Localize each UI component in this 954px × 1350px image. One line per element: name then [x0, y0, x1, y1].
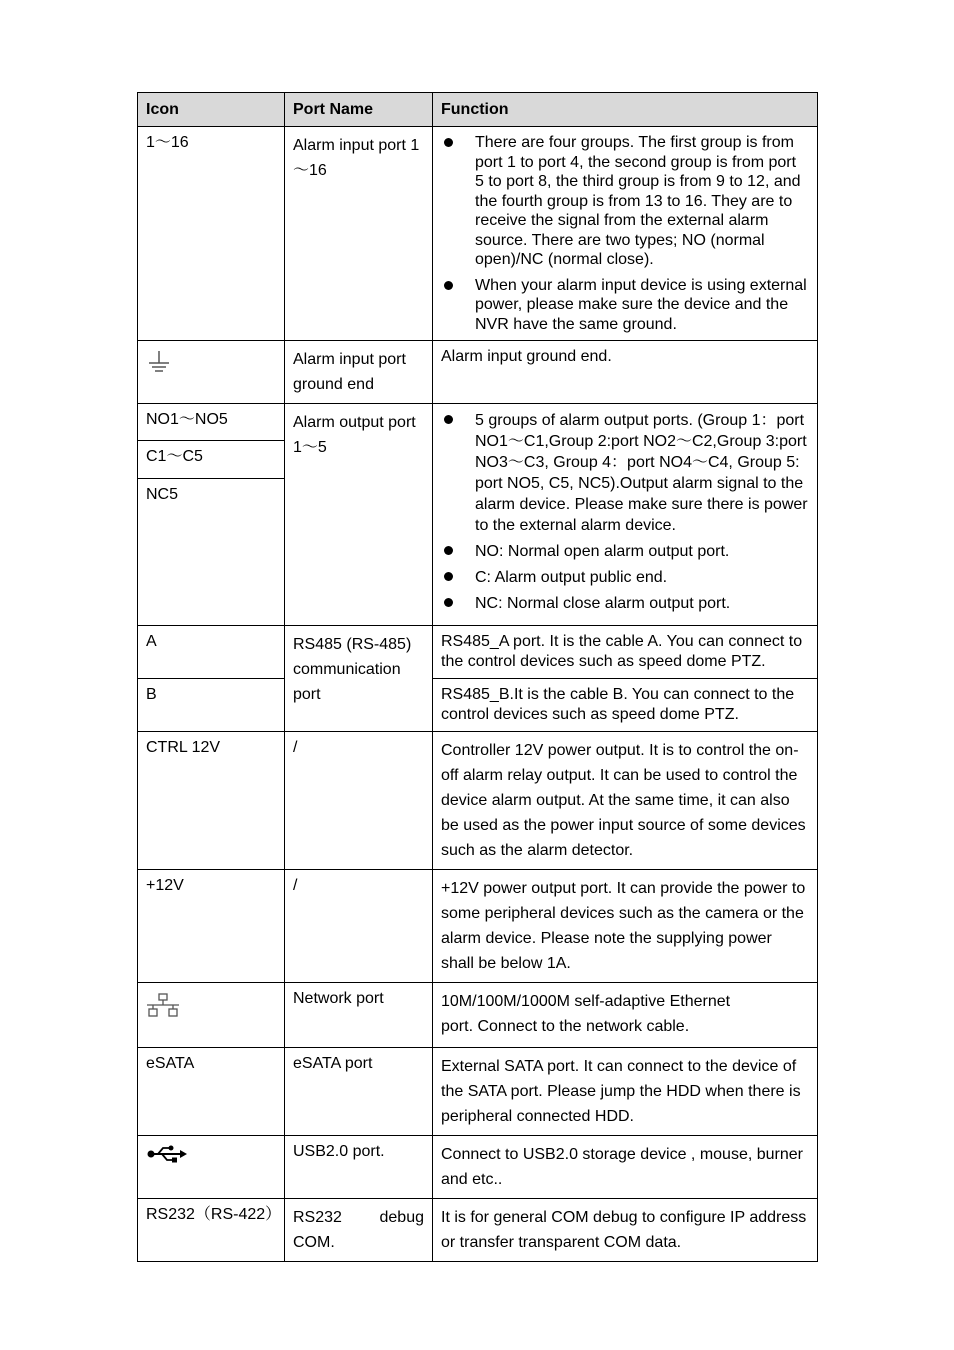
- bullet-dot: [444, 572, 453, 581]
- header-function: Function: [433, 93, 818, 127]
- icon-cell: eSATA: [138, 1048, 285, 1136]
- function-cell: External SATA port. It can connect to the device of the SATA port. Please jump the HDD when there is peripheral connected HDD.: [433, 1048, 818, 1136]
- table-row: [138, 983, 818, 1048]
- icon-cell: C1～C5: [138, 441, 285, 478]
- network-icon: [146, 993, 180, 1021]
- table-row: [138, 626, 818, 679]
- ground-icon: [146, 349, 172, 377]
- icon-cell: [138, 983, 285, 1048]
- table-header-row: [138, 93, 818, 127]
- table-row: [138, 127, 818, 341]
- port-name-cell: eSATA port: [285, 1048, 433, 1136]
- table-row: [138, 732, 818, 870]
- port-name-cell: RS485 (RS-485) communication port: [285, 626, 433, 732]
- port-name-cell: USB2.0 port.: [285, 1136, 433, 1199]
- function-cell: [433, 404, 818, 626]
- port-name-cell: Network port: [285, 983, 433, 1048]
- port-name-cell: Alarm output port 1～5: [285, 404, 433, 626]
- icon-cell: 1～16: [138, 127, 285, 341]
- usb-icon: [146, 1144, 188, 1164]
- table-row: [138, 1136, 818, 1199]
- icon-cell: NC5: [138, 478, 285, 625]
- icon-cell: B: [138, 679, 285, 732]
- function-line: 10M/100M/1000M self-adaptive Ethernet: [441, 993, 731, 1010]
- icon-cell: NO1～NO5: [138, 404, 285, 441]
- table-row: [138, 1199, 818, 1262]
- bullet-item: C: Alarm output public end.: [441, 567, 809, 588]
- icon-cell: +12V: [138, 870, 285, 983]
- bullet-item: There are four groups. The first group is from port 1 to port 4, the second group is from port 5 to port 8, the third group is from 9 to 12, and the fourth group is from 13 to 16. They are to receive the signal from the external alarm source. There are two types; NO (normal open)/NC (normal close).: [441, 133, 809, 270]
- function-cell: Connect to USB2.0 storage device , mouse, burner and etc..: [433, 1136, 818, 1199]
- icon-cell: A: [138, 626, 285, 679]
- table-row: [138, 404, 818, 441]
- header-port-name: Port Name: [285, 93, 433, 127]
- bullet-dot: [444, 281, 453, 290]
- function-cell: RS485_B.It is the cable B. You can connect to the control devices such as speed dome PTZ.: [433, 679, 818, 732]
- table-row: [138, 341, 818, 404]
- icon-cell: [138, 341, 285, 404]
- port-name-cell: RS232 debug COM.: [285, 1199, 433, 1262]
- port-name-cell: Alarm input port 1～16: [285, 127, 433, 341]
- function-cell: Controller 12V power output. It is to control the on-off alarm relay output. It can be used to control the device alarm output. At the same time, it can also be used as the power input source of some devices such as the alarm detector.: [433, 732, 818, 870]
- function-cell: +12V power output port. It can provide the power to some peripheral devices such as the camera or the alarm device. Please note the supplying power shall be below 1A.: [433, 870, 818, 983]
- icon-cell: CTRL 12V: [138, 732, 285, 870]
- function-cell: [433, 983, 818, 1048]
- port-name-cell: /: [285, 732, 433, 870]
- table-row: [138, 1048, 818, 1136]
- port-name-cell: /: [285, 870, 433, 983]
- table-row: [138, 870, 818, 983]
- bullet-item: NC: Normal close alarm output port.: [441, 593, 809, 614]
- icon-cell: RS232（RS-422）: [138, 1199, 285, 1262]
- port-name-cell: Alarm input port ground end: [285, 341, 433, 404]
- bullet-item: When your alarm input device is using external power, please make sure the device and the NVR have the same ground.: [441, 276, 809, 335]
- bullet-dot: [444, 598, 453, 607]
- function-cell: It is for general COM debug to configure IP address or transfer transparent COM data.: [433, 1199, 818, 1262]
- bullet-item: NO: Normal open alarm output port.: [441, 541, 809, 562]
- icon-cell: [138, 1136, 285, 1199]
- function-cell: RS485_A port. It is the cable A. You can connect to the control devices such as speed dome PTZ.: [433, 626, 818, 679]
- ports-table: [137, 92, 818, 1262]
- bullet-dot: [444, 415, 453, 424]
- bullet-dot: [444, 546, 453, 555]
- header-icon: Icon: [138, 93, 285, 127]
- bullet-item: 5 groups of alarm output ports. (Group 1：port NO1～C1,Group 2:port NO2～C2,Group 3:port NO3～C3, Group 4：port NO4～C4, Group 5: port NO5, C5, NC5).Output alarm signal to the alarm device. Please make sure there is power to the external alarm device.: [441, 410, 809, 536]
- bullet-dot: [444, 138, 453, 147]
- function-line: port. Connect to the network cable.: [441, 1018, 690, 1035]
- function-cell: [433, 127, 818, 341]
- table-row: [138, 679, 818, 732]
- function-cell: Alarm input ground end.: [433, 341, 818, 404]
